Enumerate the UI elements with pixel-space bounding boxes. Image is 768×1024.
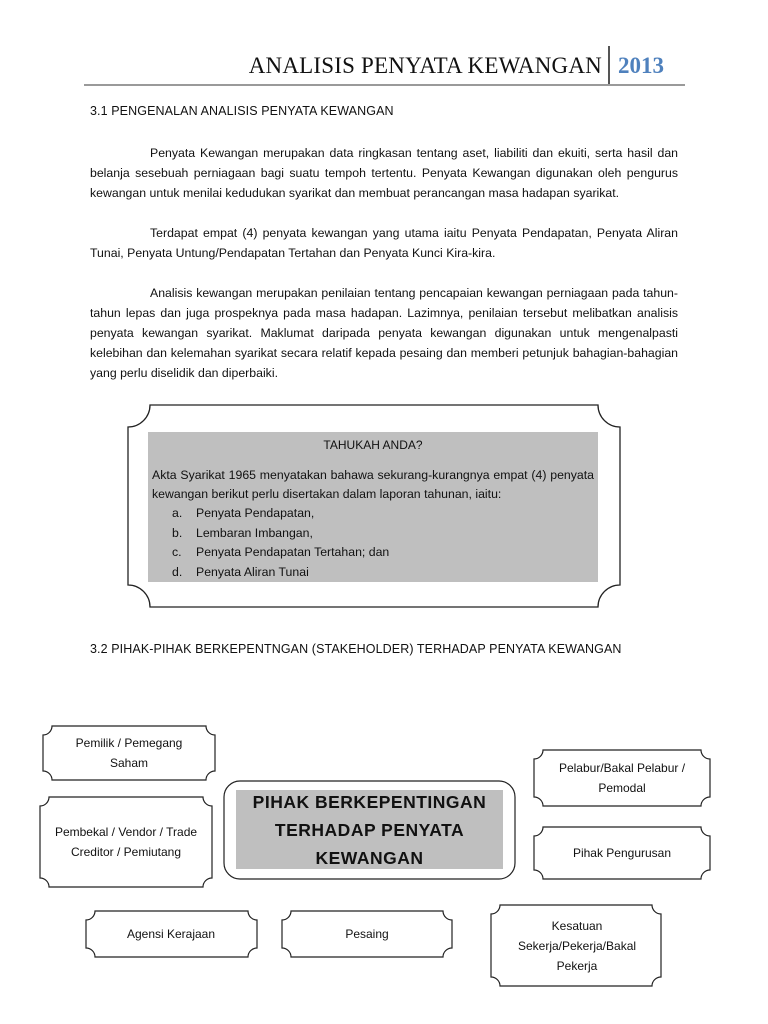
- callout-title: TAHUKAH ANDA?: [323, 438, 423, 452]
- document-title: ANALISIS PENYATA KEWANGAN: [248, 53, 602, 78]
- paragraph-2: Terdapat empat (4) penyata kewangan yang utama iaitu Penyata Pendapatan, Penyata Aliran Tunai, Penyata Untung/Pendapatan Tertahan dan Penyata Kunci Kira-kira.: [90, 226, 678, 260]
- stakeholder-pembekal: Pembekal / Vendor / Trade Creditor / Pemiutang: [54, 825, 198, 859]
- stakeholder-pesaing: Pesaing: [345, 927, 389, 941]
- paragraph-3: Analisis kewangan merupakan penilaian tentang pencapaian kewangan perniagaan pada tahun-tahun lepas dan juga prospeknya pada masa hadapan. Lazimnya, penilaian tersebut melibatkan analisis penyata kewangan syarikat. Maklumat daripada penyata kewangan digunakan untuk mengenalpasti kelebihan dan kelemahan syarikat secara relatif kepada pesaing dan memberi petunjuk bahagian-bahagian yang perlu diselidik dan diperbaiki.: [90, 286, 678, 380]
- list-item: a. Penyata Pendapatan,: [172, 506, 315, 520]
- list-item: d. Penyata Aliran Tunai: [172, 564, 309, 579]
- callout-list: [148, 504, 598, 582]
- list-item: b. Lembaran Imbangan,: [172, 525, 313, 540]
- list-item: c. Penyata Pendapatan Tertahan; dan: [172, 545, 390, 559]
- stakeholder-pelabur: Pelabur/Bakal Pelabur / Pemodal: [558, 761, 686, 795]
- section-heading-3-1: 3.1 PENGENALAN ANALISIS PENYATA KEWANGAN: [90, 104, 394, 118]
- stakeholder-agensi: Agensi Kerajaan: [126, 927, 216, 941]
- stakeholder-kesatuan: Kesatuan Sekerja/Pekerja/Bakal Pekerja: [517, 919, 637, 973]
- callout-box: [148, 432, 598, 582]
- stakeholder-pemilik: Pemilik / Pemegang Saham: [75, 736, 183, 770]
- section-heading-3-2: 3.2 PIHAK-PIHAK BERKEPENTNGAN (STAKEHOLDER) TERHADAP PENYATA KEWANGAN: [90, 642, 622, 656]
- diagram-center-title: PIHAK BERKEPENTINGAN TERHADAP PENYATA KEWANGAN: [236, 790, 503, 869]
- paragraph-1: Penyata Kewangan merupakan data ringkasan tentang aset, liabiliti dan ekuiti, serta hasil dan belanja sesebuah perniagaan bagi suatu tempoh tertentu. Penyata Kewangan digunakan oleh pengurus kewangan untuk menilai kedudukan syarikat dan membuat perancangan masa hadapan syarikat.: [90, 146, 678, 200]
- callout-text: Akta Syarikat 1965 menyatakan bahawa sekurang-kurangnya empat (4) penyata kewangan berikut perlu disertakan dalam laporan tahunan, iaitu:: [152, 468, 594, 501]
- document-year: 2013: [618, 53, 664, 78]
- stakeholder-pengurusan: Pihak Pengurusan: [572, 846, 672, 860]
- header-separator: [608, 46, 610, 86]
- header-rule: [84, 84, 685, 86]
